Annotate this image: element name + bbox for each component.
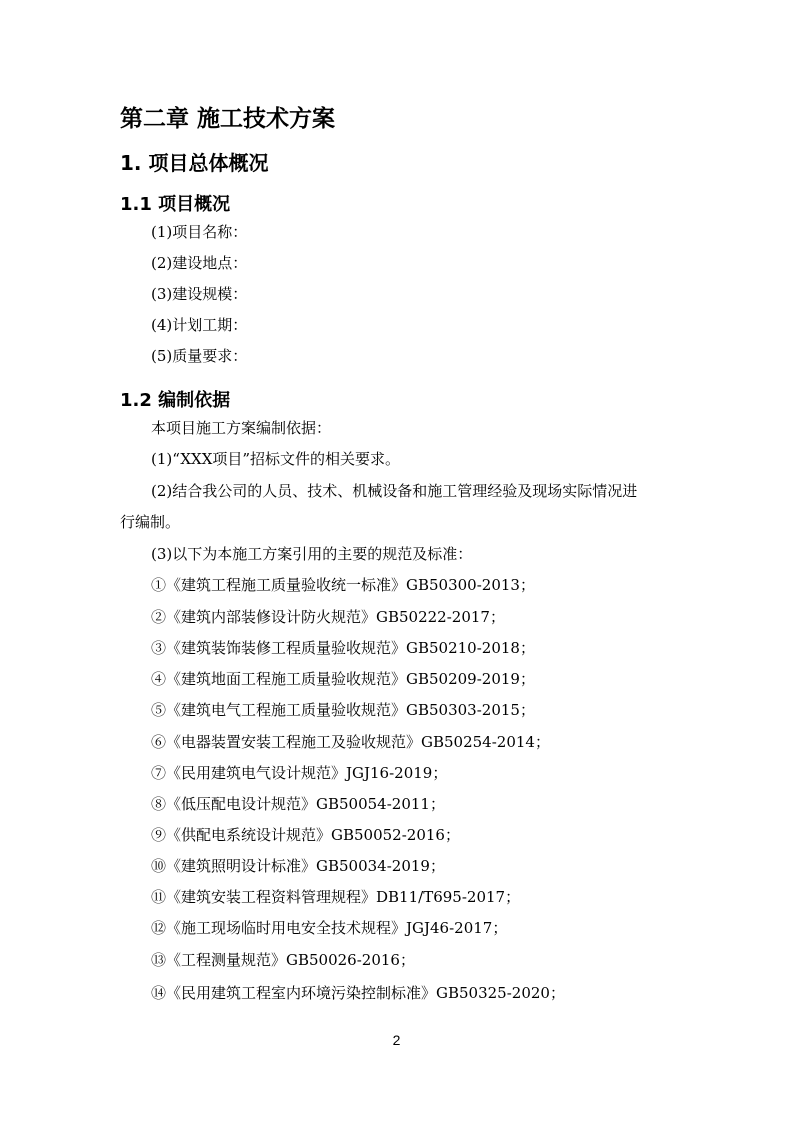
standard-item: ⑧《低压配电设计规范》GB50054-2011；: [151, 795, 445, 813]
standard-item: ⑪《建筑安装工程资料管理规程》DB11/T695-2017；: [151, 888, 521, 906]
section-1-2-title: 1.2 编制依据: [120, 390, 231, 411]
standard-item: ⑥《电器装置安装工程施工及验收规范》GB50254-2014；: [151, 733, 550, 751]
basis-item-2-continued: 行编制。: [120, 513, 181, 531]
standard-item: ③《建筑装饰装修工程质量验收规范》GB50210-2018；: [151, 639, 535, 657]
standard-item: ⑭《民用建筑工程室内环境污染控制标准》GB50325-2020；: [151, 984, 565, 1002]
page-number: 2: [392, 1032, 401, 1048]
project-item: (5)质量要求：: [151, 347, 248, 365]
standard-item: ⑬《工程测量规范》GB50026-2016；: [151, 951, 415, 969]
standard-item: ⑦《民用建筑电气设计规范》JGJ16-2019；: [151, 764, 448, 782]
standard-item: ②《建筑内部装修设计防火规范》GB50222-2017；: [151, 608, 505, 626]
section-1-title: 1. 项目总体概况: [120, 151, 269, 175]
basis-intro: 本项目施工方案编制依据：: [151, 419, 332, 437]
basis-item-3: (3)以下为本施工方案引用的主要的规范及标准：: [151, 545, 473, 563]
basis-item-2: (2)结合我公司的人员、技术、机械设备和施工管理经验及现场实际情况进: [151, 482, 638, 500]
section-1-1-title: 1.1 项目概况: [120, 194, 231, 215]
standard-item: ⑨《供配电系统设计规范》GB50052-2016；: [151, 826, 460, 844]
project-item: (2)建设地点：: [151, 254, 248, 272]
basis-item-1: (1)“XXX项目”招标文件的相关要求。: [151, 450, 401, 468]
project-item: (1)项目名称：: [151, 223, 248, 241]
standard-item: ⑤《建筑电气工程施工质量验收规范》GB50303-2015；: [151, 701, 535, 719]
standard-item: ⑫《施工现场临时用电安全技术规程》JGJ46-2017；: [151, 919, 508, 937]
standard-item: ④《建筑地面工程施工质量验收规范》GB50209-2019；: [151, 670, 535, 688]
chapter-title: 第二章 施工技术方案: [120, 106, 336, 132]
standard-item: ⑩《建筑照明设计标准》GB50034-2019；: [151, 857, 445, 875]
standard-item: ①《建筑工程施工质量验收统一标准》GB50300-2013；: [151, 576, 535, 594]
project-item: (3)建设规模：: [151, 285, 248, 303]
project-item: (4)计划工期：: [151, 316, 248, 334]
